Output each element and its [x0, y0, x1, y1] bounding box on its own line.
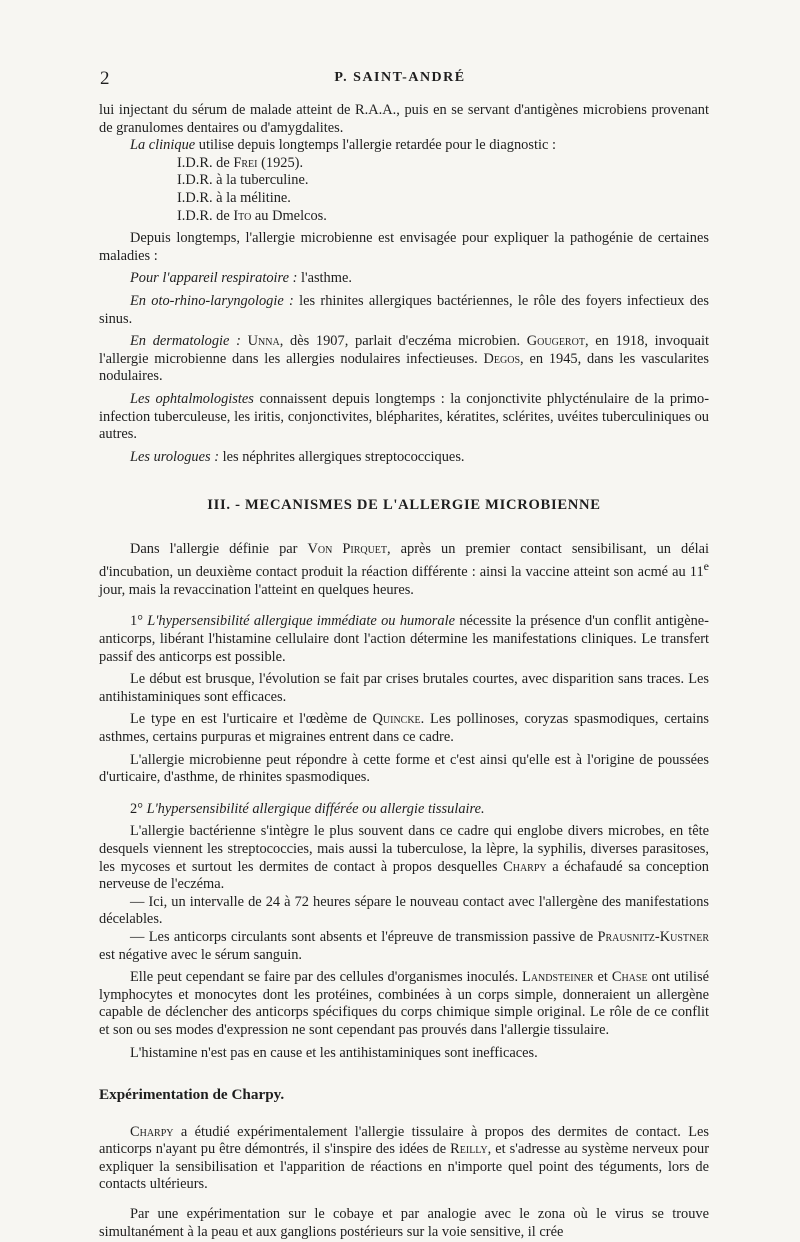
subsection-heading: Expérimentation de Charpy.: [99, 1086, 285, 1104]
paragraph-ophtalmo: [99, 391, 709, 444]
author-name: Chase: [611, 969, 648, 986]
paragraph-anticorps: [99, 929, 709, 964]
author-name: Prausnitz-Kustner: [597, 928, 709, 945]
item-number: 2°: [130, 800, 147, 817]
paragraph-urticaire: L'allergie microbienne peut répondre à cette forme et c'est ainsi qu'elle est à l'origine de poussées d'urticaire, d'asthme, de rhinites spasmodiques.: [99, 751, 709, 786]
author-name: Ito: [233, 207, 252, 224]
text-span: — Les anticorps circulants sont absents et l'épreuve de transmission passive de: [130, 928, 598, 945]
author-name: Frei: [233, 154, 258, 171]
text-immediate: nécessite la présence d'un conflit antigène-anticorps, libérant l'histamine cellulaire dont l'action détermine les manifestations cliniques. Le transfert passif des anticorps est possible.: [99, 613, 709, 665]
author-name: Reilly: [450, 1141, 488, 1158]
list-item: [177, 155, 709, 173]
lead-dermatologie: En dermatologie :: [130, 333, 241, 350]
text-span: est négative avec le sérum sanguin.: [99, 946, 302, 963]
author-name: Gougerot: [526, 333, 585, 350]
paragraph-pathogenie: Depuis longtemps, l'allergie microbienne est envisagée pour expliquer la pathogénie de certaines maladies :: [99, 230, 709, 264]
text-span: jour, mais la revaccination l'atteint en quelques heures.: [99, 581, 414, 598]
paragraph-differee: [99, 801, 709, 819]
text-span: L'allergie bactérienne s'intègre le plus souvent dans ce cadre qui englobe divers microbes, en tête desquels viennent les streptococcies, mais aussi la tuberculose, la lèpre, la syphilis, diverses parasitoses, les mycoses et surtout les dermites de contact à propos desquelles: [99, 823, 709, 875]
text-ophtalmo: connaissent depuis longtemps : la conjonctivite phlycténulaire de la primo-infection tuberculeuse, les iritis, conjonctivites, blépharites, kératites, sclérites, uvéites tuberculiniques ou autres.: [99, 390, 709, 443]
lead-respiratoire: Pour l'appareil respiratoire :: [130, 270, 298, 287]
paragraph-clinique: [99, 137, 709, 155]
author-name: Von Pirquet: [307, 540, 388, 557]
text-span: Dans l'allergie définie par: [130, 540, 308, 557]
author-name: Charpy: [503, 858, 547, 875]
author-name: Charpy: [130, 1123, 174, 1140]
list-text: I.D.R. de: [177, 207, 234, 224]
text-span: , dès 1907, parlait d'eczéma microbien.: [279, 333, 527, 350]
body-text: [99, 102, 709, 1241]
text-span: , en 1918, invoquait l'allergie microbienne dans les allergies nodulaires infectieuses.: [99, 333, 709, 367]
lead-differee: L'hypersensibilité allergique différée ou allergie tissulaire.: [146, 800, 485, 817]
idr-list: [177, 155, 709, 225]
paragraph-debut: Le début est brusque, l'évolution se fait par crises brutales courtes, avec disparition sans traces. Les antihistaminiques sont efficaces.: [99, 671, 709, 705]
text-orl: les rhinites allergiques bactériennes, le rôle des foyers infectieux des sinus.: [99, 292, 709, 327]
text-urologues: les néphrites allergiques streptococciques.: [219, 448, 465, 465]
paragraph-pirquet: [99, 541, 709, 600]
text-span: . Les pollinoses, coryzas spasmodiques, certains asthmes, certains purpuras et migraines entrent dans ce cadre.: [99, 711, 709, 746]
running-header: [0, 68, 800, 92]
text-span: , après un premier contact sensibilisant, un délai d'incubation, un deuxième contact produit la réaction différente : ainsi la vaccine atteint son acmé au 11: [99, 540, 709, 581]
paragraph-respiratoire: [99, 270, 709, 288]
author-name: Unna: [247, 333, 280, 350]
paragraph-intro: lui injectant du sérum de malade atteint de R.A.A., puis en se servant d'antigènes microbiens provenant de granulomes dentaires ou d'amygdalites.: [99, 102, 709, 136]
list-text: au Dmelcos.: [251, 207, 327, 224]
text-clinique: utilise depuis longtemps l'allergie retardée pour le diagnostic :: [195, 137, 556, 154]
lead-orl: En oto-rhino-laryngologie :: [130, 292, 294, 309]
paragraph-urologues: [99, 449, 709, 467]
list-item: I.D.R. à la mélitine.: [177, 189, 291, 206]
list-item: [177, 208, 709, 226]
section-heading: III. - MECANISMES DE L'ALLERGIE MICROBIENNE: [207, 497, 601, 514]
text-span: Le type en est l'urticaire et l'œdème de: [130, 711, 373, 728]
paragraph-charpy: [99, 1124, 709, 1194]
lead-immediate: L'hypersensibilité allergique immédiate ou humorale: [147, 613, 455, 630]
item-number: 1°: [130, 613, 148, 630]
paragraph-cellules: [99, 969, 709, 1039]
author-name: Quincke: [372, 711, 421, 728]
paragraph-cobaye: Par une expérimentation sur le cobaye et par analogie avec le zona où le virus se trouve simultanément à la peau et aux ganglions postérieurs sur la voie sensitive, il crée: [99, 1206, 709, 1240]
paragraph-immediate: [99, 613, 709, 666]
lead-ophtalmo: Les ophtalmologistes: [130, 390, 254, 407]
lead-urologues: Les urologues :: [130, 448, 220, 465]
text-span: a étudié expérimentalement l'allergie tissulaire à propos des dermites de contact. Les anticorps n'ayant pu être démontrés, il s'inspire des idées de: [99, 1123, 709, 1158]
author-name: Degos: [483, 350, 521, 367]
lead-clinique: La clinique: [130, 137, 196, 154]
text-span: , et s'adresse au système nerveux pour expliquer la sensibilisation et l'apparition de réactions en n'importe quel point des téguments, lors de contacts ultérieurs.: [99, 1141, 709, 1193]
running-author: P. SAINT-ANDRÉ: [334, 70, 466, 85]
text-respiratoire: l'asthme.: [297, 270, 352, 287]
list-item: I.D.R. à la tuberculine.: [177, 172, 309, 189]
paragraph-bacterienne: [99, 823, 709, 893]
paragraph-type: [99, 711, 709, 746]
text-span: , en 1945, dans les vascularites nodulaires.: [99, 350, 709, 385]
list-text: I.D.R. de: [177, 154, 234, 171]
list-text: (1925).: [257, 154, 304, 171]
paragraph-orl: [99, 293, 709, 328]
paragraph-dermatologie: [99, 333, 709, 386]
text-span: a échafaudé sa conception nerveuse de l'eczéma.: [99, 858, 710, 893]
page-number: 2: [100, 68, 110, 89]
text-span: et: [593, 969, 612, 986]
author-name: Landsteiner: [522, 969, 594, 986]
paragraph-histamine: L'histamine n'est pas en cause et les antihistaminiques sont inefficaces.: [130, 1044, 538, 1061]
text-span: Elle peut cependant se faire par des cellules d'organismes inoculés.: [130, 969, 523, 986]
superscript: e: [703, 559, 709, 574]
text-span: ont utilisé lymphocytes et monocytes dont les protéines, combinées à un corps simple, donneraient un allergène capable de déclencher des anticorps spécifiques du corps chimique simple original. Le rôle de ce conflit et son ou ses modes d'expression ne sont cependant pas prouvés dans l'allergie tissulaire.: [99, 969, 709, 1038]
paragraph-intervalle: — Ici, un intervalle de 24 à 72 heures sépare le nouveau contact avec l'allergène des manifestations décelables.: [99, 893, 709, 928]
